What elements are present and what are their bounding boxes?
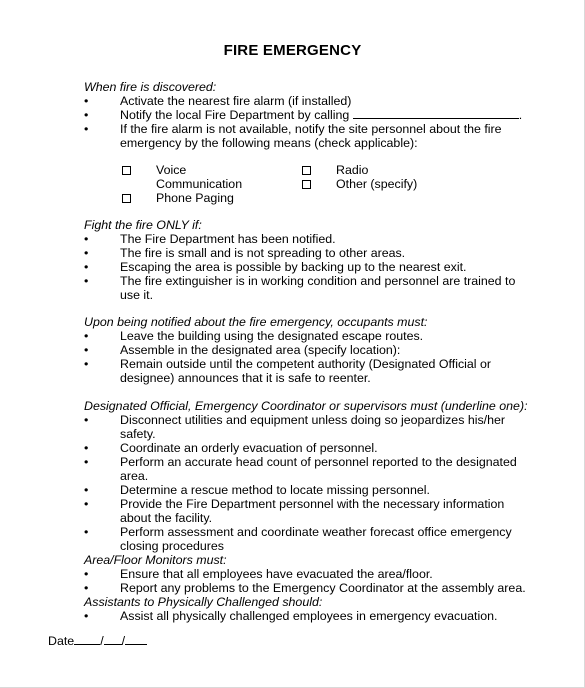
- list-item-text: If the fire alarm is not available, notify the site personnel about the fire emergency by the following means (check applicable):: [120, 122, 502, 150]
- notification-options: [120, 163, 460, 205]
- date-day-blank[interactable]: [104, 634, 122, 645]
- bullet: •: [84, 441, 89, 455]
- list-item-text: Escaping the area is possible by backing up to the nearest exit.: [120, 260, 467, 274]
- bullet: •: [84, 94, 89, 108]
- list-item: [84, 497, 529, 525]
- list-item: [84, 357, 524, 385]
- list-item: [84, 581, 529, 595]
- phone-number-blank[interactable]: [353, 108, 519, 119]
- list-item: [84, 441, 529, 455]
- list-item: [84, 232, 524, 246]
- list-item: [84, 525, 529, 553]
- bullet: •: [84, 122, 89, 136]
- list-item-text: Leave the building using the designated escape routes.: [120, 329, 424, 343]
- list-item: [84, 260, 524, 274]
- bullet: •: [84, 455, 89, 469]
- bullet: •: [84, 581, 89, 595]
- section-heading: Upon being notified about the fire emergency, occupants must:: [84, 315, 428, 329]
- bullet: •: [84, 343, 89, 357]
- date-year-blank[interactable]: [125, 634, 147, 645]
- list-item-text: Provide the Fire Department personnel with the necessary information about the facility.: [120, 497, 505, 525]
- date-month-blank[interactable]: [74, 634, 100, 645]
- list-item-text: Report any problems to the Emergency Coordinator at the assembly area.: [120, 581, 526, 595]
- list-item-text: Assemble in the designated area (specify location):: [120, 343, 401, 357]
- list-item-text: Perform assessment and coordinate weather forecast office emergency closing procedures: [120, 525, 512, 553]
- list-item-text: The fire is small and is not spreading to other areas.: [120, 246, 406, 260]
- list-item: [84, 274, 524, 302]
- bullet: •: [84, 357, 89, 371]
- section-occupants: [84, 315, 524, 385]
- bullet: •: [84, 497, 89, 511]
- list-item: [84, 108, 524, 122]
- bullet: •: [84, 232, 89, 246]
- bullet: •: [84, 525, 89, 539]
- section-heading: When fire is discovered:: [84, 80, 217, 94]
- bullet: •: [84, 413, 89, 427]
- radio-checkbox[interactable]: [302, 166, 311, 175]
- list-item-text: The fire extinguisher is in working condition and personnel are trained to use it.: [120, 274, 516, 302]
- section-heading-area-monitors: Area/Floor Monitors must:: [84, 553, 227, 567]
- list-item-text: Assist all physically challenged employees in emergency evacuation.: [120, 609, 498, 623]
- voice-checkbox[interactable]: [122, 166, 131, 175]
- bullet: •: [84, 246, 89, 260]
- bullet: •: [84, 260, 89, 274]
- date-field: [48, 634, 147, 648]
- bullet: •: [84, 609, 89, 623]
- date-separator: /: [121, 634, 126, 648]
- list-item-text: Disconnect utilities and equipment unless doing so jeopardizes his/her safety.: [120, 413, 506, 441]
- list-item: [84, 413, 529, 441]
- list-item-text: Perform an accurate head count of personnel reported to the designated area.: [120, 455, 517, 483]
- phone-paging-checkbox[interactable]: [122, 194, 131, 203]
- list-item: [84, 122, 524, 150]
- list-item-text: Ensure that all employees have evacuated the area/floor.: [120, 567, 433, 581]
- list-item-text: Remain outside until the competent authority (Designated Official or designee) announces that it is safe to reenter.: [120, 357, 491, 385]
- list-item: [84, 609, 529, 623]
- bullet: •: [84, 483, 89, 497]
- bullet: •: [84, 329, 89, 343]
- list-item: [84, 94, 524, 108]
- section-fire-discovered: [84, 80, 524, 150]
- period: .: [518, 108, 523, 122]
- other-label: Other (specify): [336, 177, 418, 191]
- list-item: [84, 343, 524, 357]
- date-label: Date: [48, 634, 75, 648]
- list-item-text: Determine a rescue method to locate missing personnel.: [120, 483, 430, 497]
- list-item-text: Activate the nearest fire alarm (if installed): [120, 94, 352, 108]
- list-item-text: The Fire Department has been notified.: [120, 232, 336, 246]
- bullet: •: [84, 274, 89, 288]
- list-item-text: Coordinate an orderly evacuation of personnel.: [120, 441, 378, 455]
- radio-label: Radio: [336, 163, 369, 177]
- phone-paging-label: Phone Paging: [156, 191, 234, 205]
- list-item: [84, 246, 524, 260]
- section-fight-fire: [84, 218, 524, 302]
- list-item: [84, 483, 529, 497]
- section-designated-official: [84, 399, 529, 623]
- section-heading-assistants: Assistants to Physically Challenged should:: [84, 595, 323, 609]
- bullet: •: [84, 108, 89, 122]
- voice-label-line2: Communication: [156, 177, 243, 191]
- section-heading: Fight the fire ONLY if:: [84, 218, 202, 232]
- voice-label: Voice: [156, 163, 187, 177]
- list-item: [84, 567, 529, 581]
- date-separator: /: [100, 634, 104, 648]
- list-item: [84, 329, 524, 343]
- other-checkbox[interactable]: [302, 180, 311, 189]
- page-title: FIRE EMERGENCY: [223, 42, 362, 59]
- list-item: [84, 455, 529, 483]
- list-item-text: Notify the local Fire Department by calling: [120, 108, 350, 122]
- bullet: •: [84, 567, 89, 581]
- section-heading: Designated Official, Emergency Coordinator or supervisors must (underline one):: [84, 399, 528, 413]
